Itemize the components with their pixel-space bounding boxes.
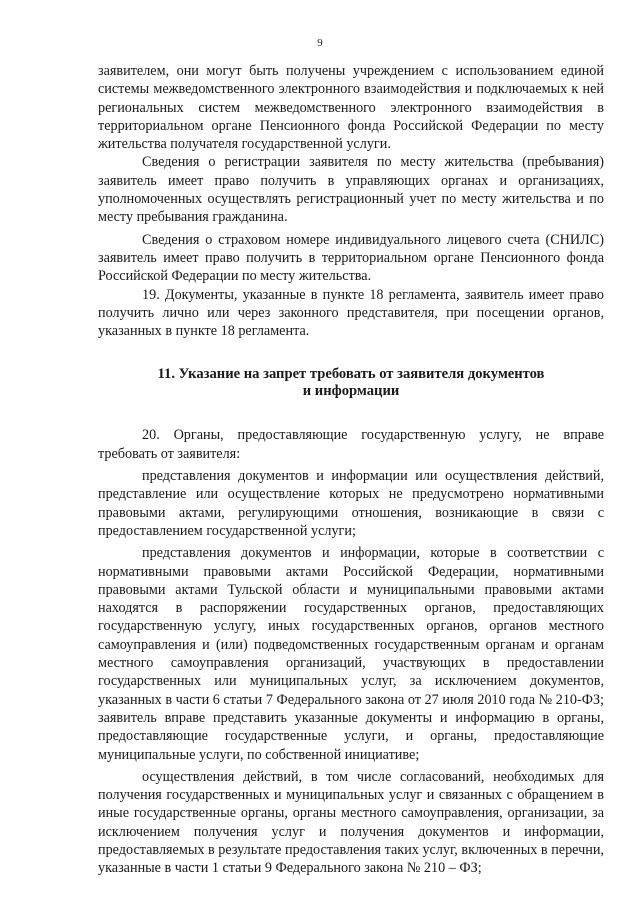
- paragraph-continuation: заявителем, они могут быть получены учреждением с использованием единой системы межведомственного электронного взаимодействия и подключаемых к ней региональных систем межведомственного электронного взаимодействия в территориальном органе Пенсионного фонда Российской Федерации по месту жительства получателя государственной услуги.: [98, 63, 604, 153]
- paragraph-item-20: 20. Органы, предоставляющие государственную услугу, не вправе требовать от заявителя:: [98, 427, 604, 462]
- paragraph-prohibition-1: представления документов и информации или осуществления действий, представление или осуществление которых не предусмотрено нормативными правовыми актами, регулирующими отношения, возникающие в связи с предоставлением государственной услуги;: [98, 468, 604, 539]
- section-heading-line-2: и информации: [302, 383, 400, 400]
- paragraph-registration-info: Сведения о регистрации заявителя по месту жительства (пребывания) заявитель имеет право получить в управляющих органах и организациях, уполномоченных осуществлять регистрационный учет по месту жительства и по месту пребывания гражданина.: [98, 154, 604, 226]
- page-number: 9: [317, 37, 323, 49]
- document-body: [98, 62, 604, 878]
- section-heading: [98, 366, 604, 400]
- paragraph-prohibition-3: осуществления действий, в том числе согласований, необходимых для получения государственных и муниципальных услуг и связанных с обращением в иные государственные органы, органы местного самоуправления, организации, за исключением получения услуг и получения документов и информации, предоставляемых в результате предоставления таких услуг, включенных в перечни, указанные в части 1 статьи 9 Федерального закона № 210 – ФЗ;: [98, 768, 604, 877]
- paragraph-item-19: 19. Документы, указанные в пункте 18 регламента, заявитель имеет право получить лично или через законного представителя, при посещении органов, указанных в пункте 18 регламента.: [98, 286, 604, 340]
- section-heading-line-1: 11. Указание на запрет требовать от заявителя документов: [157, 366, 545, 383]
- paragraph-snils-info: Сведения о страховом номере индивидуального лицевого счета (СНИЛС) заявитель имеет право получить в территориальном органе Пенсионного фонда Российской Федерации по месту жительства.: [98, 231, 604, 285]
- paragraph-prohibition-2: представления документов и информации, которые в соответствии с нормативными правовыми актами Российской Федерации, нормативными правовыми актами Тульской области и муниципальными правовыми актами находятся в распоряжении государственных органов, предоставляющих государственную услугу, иных государственных органов, органов местного самоуправления и (или) подведомственных государственным органам и органам местного самоуправления организаций, участвующих в предоставлении государственных или муниципальных услуг, за исключением документов, указанных в части 6 статьи 7 Федерального закона от 27 июля 2010 года № 210-ФЗ; заявитель вправе представить указанные документы и информацию в органы, предоставляющие государственные услуги, и органы, предоставляющие муниципальные услуги, по собственной инициативе;: [98, 545, 604, 763]
